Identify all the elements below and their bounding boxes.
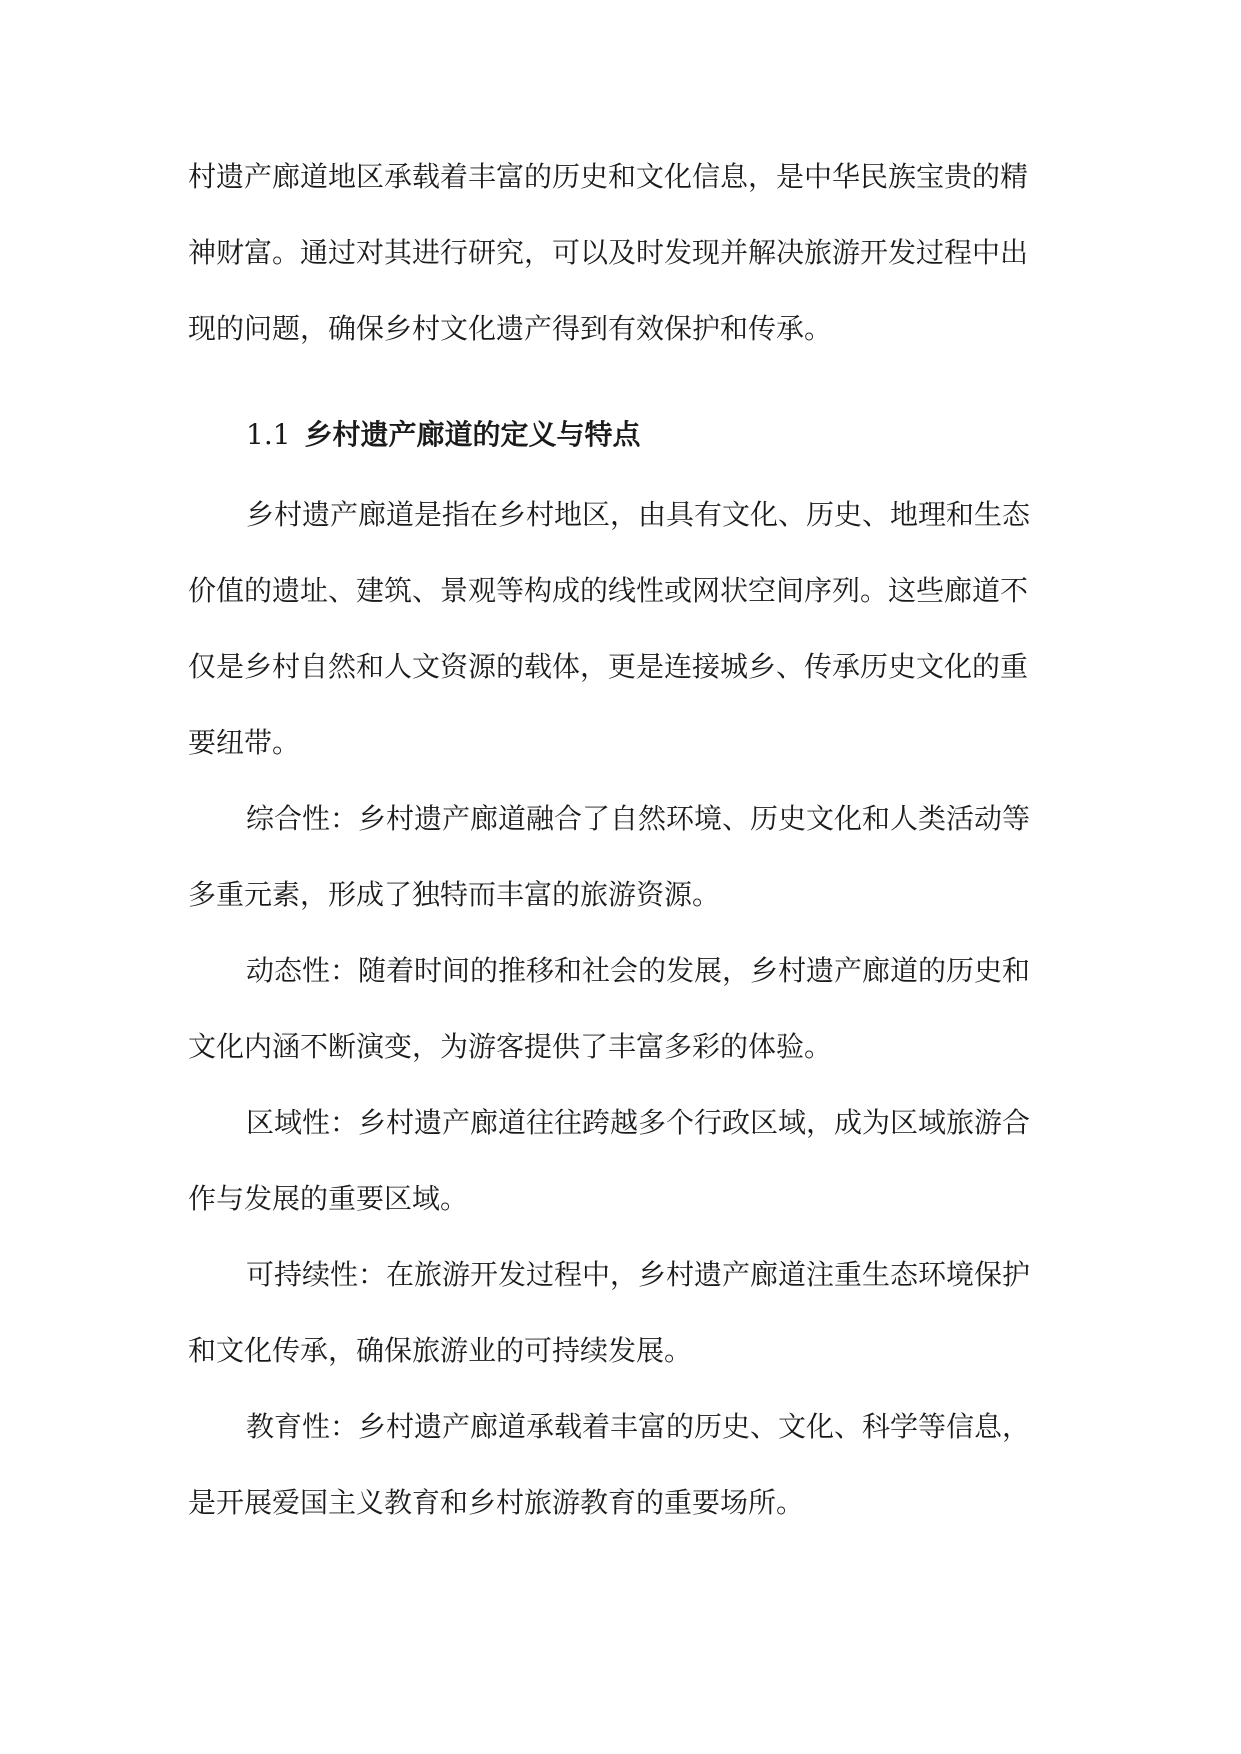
paragraph-line: 村遗产廊道地区承载着丰富的历史和文化信息，是中华民族宝贵的精	[188, 160, 1029, 193]
paragraph-line: 作与发展的重要区域。	[188, 1182, 469, 1215]
paragraph-line: 多重元素，形成了独特而丰富的旅游资源。	[188, 878, 721, 911]
definition-paragraph	[188, 477, 1056, 781]
section-gap	[188, 367, 1056, 403]
paragraph-line: 教育性：乡村遗产廊道承载着丰富的历史、文化、科学等信息，	[246, 1410, 1031, 1443]
feature-paragraph-sustainable	[188, 1237, 1056, 1389]
paragraph-line: 综合性：乡村遗产廊道融合了自然环境、历史文化和人类活动等	[246, 802, 1031, 835]
paragraph-line: 动态性：随着时间的推移和社会的发展，乡村遗产廊道的历史和	[246, 954, 1031, 987]
paragraph-line: 乡村遗产廊道是指在乡村地区，由具有文化、历史、地理和生态	[246, 498, 1031, 531]
intro-paragraph	[188, 139, 1056, 367]
section-heading	[188, 403, 1056, 467]
paragraph-line: 区域性：乡村遗产廊道往往跨越多个行政区域，成为区域旅游合	[246, 1106, 1031, 1139]
paragraph-line: 文化内涵不断演变，为游客提供了丰富多彩的体验。	[188, 1030, 833, 1063]
feature-paragraph-educational	[188, 1389, 1056, 1541]
paragraph-line: 要纽带。	[188, 726, 301, 759]
paragraph-line: 和文化传承，确保旅游业的可持续发展。	[188, 1334, 693, 1367]
feature-paragraph-comprehensive	[188, 781, 1056, 933]
paragraph-line: 价值的遗址、建筑、景观等构成的线性或网状空间序列。这些廊道不	[188, 574, 1029, 607]
paragraph-line: 神财富。通过对其进行研究，可以及时发现并解决旅游开发过程中出	[188, 236, 1029, 269]
feature-paragraph-dynamic	[188, 933, 1056, 1085]
paragraph-line: 可持续性：在旅游开发过程中，乡村遗产廊道注重生态环境保护	[246, 1258, 1031, 1291]
heading-gap	[188, 467, 1056, 477]
paragraph-line: 是开展爱国主义教育和乡村旅游教育的重要场所。	[188, 1486, 805, 1519]
document-body	[188, 139, 1056, 1541]
paragraph-line: 仅是乡村自然和人文资源的载体，更是连接城乡、传承历史文化的重	[188, 650, 1029, 683]
feature-paragraph-regional	[188, 1085, 1056, 1237]
section-title: 乡村遗产廊道的定义与特点	[304, 418, 641, 451]
paragraph-line: 现的问题，确保乡村文化遗产得到有效保护和传承。	[188, 312, 833, 345]
section-number: 1.1	[246, 418, 291, 451]
